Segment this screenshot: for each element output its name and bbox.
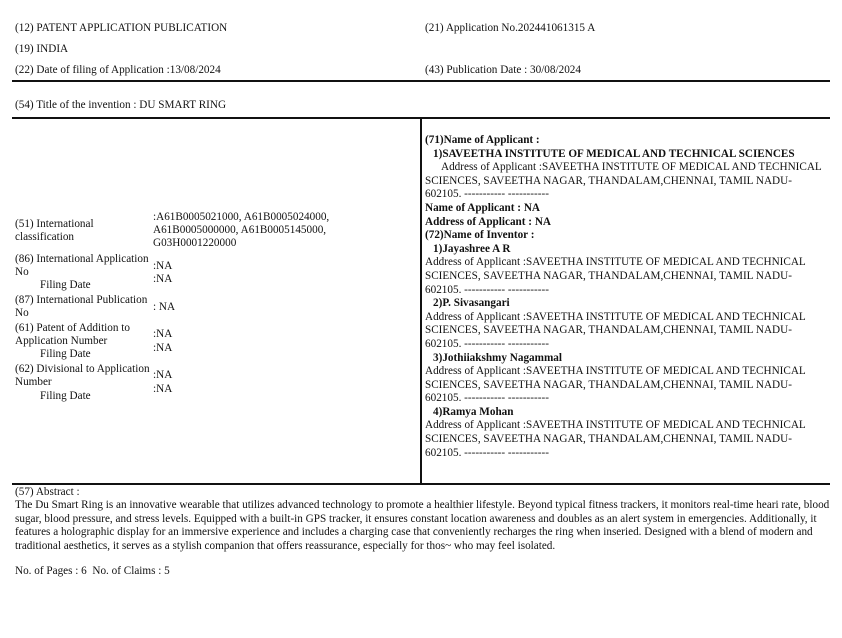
- inventor-name: 4)Ramya Mohan: [433, 405, 514, 418]
- publication-type: (12) PATENT APPLICATION PUBLICATION: [15, 22, 228, 34]
- country: (19) INDIA: [15, 43, 69, 55]
- inventor-address: Address of Applicant :SAVEETHA INSTITUTE OF MEDICAL AND TECHNICAL SCIENCES, SAVEETHA NAGAR, THANDALAM,CHENNAI, TAMIL NADU-602105. ----------- -----------: [425, 419, 806, 459]
- pages-claims: No. of Pages : 6 No. of Claims : 5: [15, 565, 170, 577]
- intl-publication-label: (87) International Publication No: [15, 294, 148, 319]
- inventor-name: 1)Jayashree A R: [433, 242, 511, 255]
- header-rule: [12, 80, 830, 82]
- intl-application-value: :NA: [153, 260, 173, 272]
- column-divider: [420, 117, 422, 484]
- inventor-name: 2)P. Sivasangari: [433, 297, 510, 310]
- filing-date: (22) Date of filing of Application :13/08/2024: [15, 64, 221, 76]
- patent-addition-filing-label: Filing Date: [40, 348, 91, 360]
- intl-application-filing-label: Filing Date: [40, 279, 91, 291]
- intl-application-label: (86) International Application No: [15, 253, 149, 278]
- abstract-heading: (57) Abstract :: [15, 486, 80, 498]
- patent-addition-value: :NA: [153, 328, 173, 340]
- divisional-value: :NA: [153, 369, 173, 381]
- inventor-address: Address of Applicant :SAVEETHA INSTITUTE OF MEDICAL AND TECHNICAL SCIENCES, SAVEETHA NAGAR, THANDALAM,CHENNAI, TAMIL NADU-602105. ----------- -----------: [425, 365, 806, 405]
- intl-class-label: (51) International classification: [15, 218, 94, 243]
- inventor-heading: (72)Name of Inventor :: [425, 229, 535, 242]
- applicant-name-na: Name of Applicant : NA: [425, 201, 540, 214]
- applicant-heading: (71)Name of Applicant :: [425, 134, 540, 146]
- application-number: (21) Application No.202441061315 A: [425, 22, 596, 34]
- applicant-inventor-section: [425, 134, 823, 460]
- abstract-text: The Du Smart Ring is an innovative wearable that utilizes advanced technology to promote a healthier lifestyle. Beyond typical fitness trackers, it monitors real-time heari rate, blood sugar, blood pressure, and stress levels. Equipped with a built-in GPS tracker, it ensures constant location awareness and doubles as an alert system in emergencies. Additionally, it features a holographic display for an immersive experience and includes a charging case that conveniently recharges the ring when inseried. Designed with a blend of modern and traditional aesthetics, it serves as a stylish companion that offers reassurance, especially for thos~ who may feel isolated.: [15, 499, 830, 552]
- patent-addition-label: (61) Patent of Addition to Application Number: [15, 322, 130, 347]
- publication-date: (43) Publication Date : 30/08/2024: [425, 64, 581, 76]
- intl-publication-value: : NA: [153, 301, 176, 313]
- applicant-name: 1)SAVEETHA INSTITUTE OF MEDICAL AND TECHNICAL SCIENCES: [433, 147, 795, 160]
- abstract-rule: [12, 483, 830, 485]
- intl-application-filing-value: :NA: [153, 273, 173, 285]
- applicant-address-na: Address of Applicant : NA: [425, 215, 551, 228]
- invention-title: (54) Title of the invention : DU SMART RING: [15, 99, 227, 111]
- inventor-name: 3)Jothiiakshmy Nagammal: [433, 351, 562, 364]
- inventor-address: Address of Applicant :SAVEETHA INSTITUTE OF MEDICAL AND TECHNICAL SCIENCES, SAVEETHA NAGAR, THANDALAM,CHENNAI, TAMIL NADU-602105. ----------- -----------: [425, 310, 806, 350]
- applicant-address: Address of Applicant :SAVEETHA INSTITUTE OF MEDICAL AND TECHNICAL SCIENCES, SAVEETHA NAGAR, THANDALAM,CHENNAI, TAMIL NADU-602105. ----------- -----------: [425, 161, 822, 201]
- intl-class-value: :A61B0005021000, A61B0005024000, A61B0005000000, A61B0005145000, G03H0001220000: [153, 211, 330, 249]
- divisional-filing-label: Filing Date: [40, 390, 91, 402]
- patent-addition-filing-value: :NA: [153, 342, 173, 354]
- inventor-address: Address of Applicant :SAVEETHA INSTITUTE OF MEDICAL AND TECHNICAL SCIENCES, SAVEETHA NAGAR, THANDALAM,CHENNAI, TAMIL NADU-602105. ----------- -----------: [425, 256, 806, 296]
- divisional-filing-value: :NA: [153, 383, 173, 395]
- divisional-label: (62) Divisional to Application Number: [15, 363, 150, 388]
